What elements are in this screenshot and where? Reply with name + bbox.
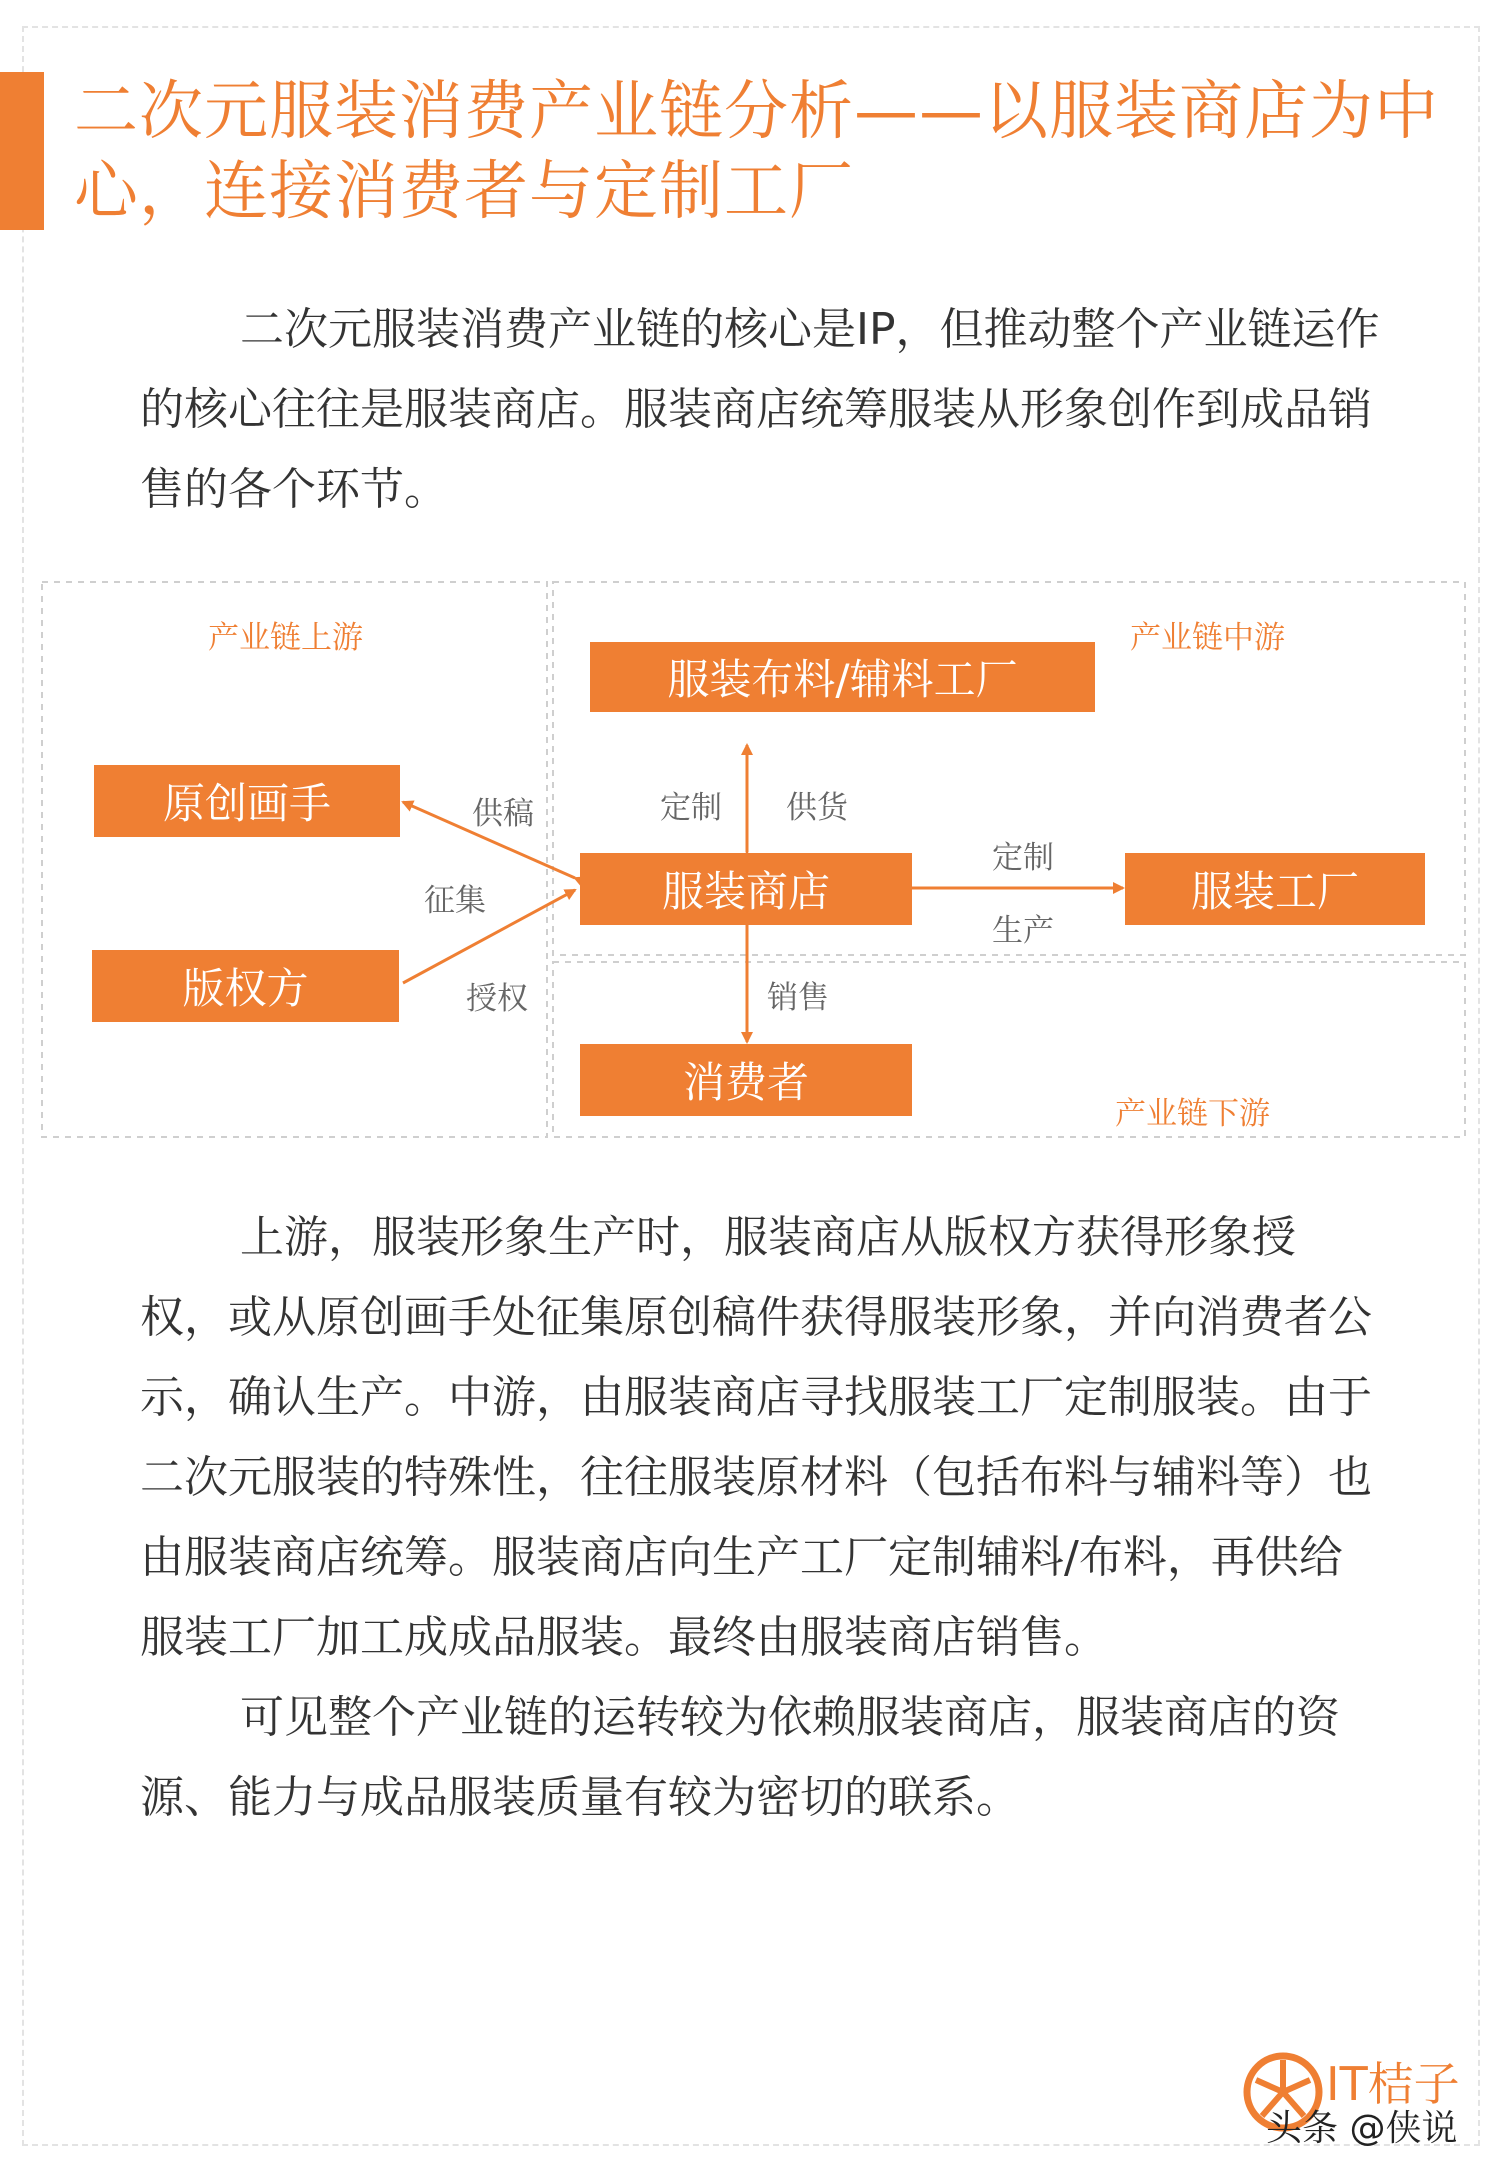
upstream-zone: [42, 582, 547, 1137]
watermark: 头条 @侠说: [1266, 2108, 1458, 2149]
edge-label-authorize: 授权: [466, 981, 528, 1017]
node-consumer: 消费者: [580, 1044, 912, 1116]
edge-label-solicit: 征集: [424, 883, 486, 919]
zone-label-midstream: 产业链中游: [1130, 620, 1285, 656]
edge-label-supply-draft: 供稿: [472, 796, 534, 832]
node-copyright-holder: 版权方: [92, 950, 399, 1022]
edge-label-produce: 生产: [992, 913, 1054, 949]
brand-name: IT桔子: [1326, 2057, 1460, 2111]
node-garment-factory: 服装工厂: [1125, 853, 1425, 925]
body-paragraph-2: 可见整个产业链的运转较为依赖服装商店，服装商店的资源、能力与成品服装质量有较为密切的联系。: [140, 1692, 1340, 1823]
node-clothing-store: 服装商店: [580, 853, 912, 925]
node-original-artist: 原创画手: [94, 765, 400, 837]
edge-label-sell: 销售: [767, 980, 829, 1016]
zone-label-upstream: 产业链上游: [208, 620, 363, 656]
body-paragraph-1: 上游，服装形象生产时，服装商店从版权方获得形象授权，或从原创画手处征集原创稿件获得服装形象，并向消费者公示，确认生产。中游，由服装商店寻找服装工厂定制服装。由于二次元服装的特殊性，往往服装原材料（包括布料与辅料等）也由服装商店统筹。服装商店向生产工厂定制辅料/布料，再供给服装工厂加工成成品服装。最终由服装商店销售。: [140, 1212, 1372, 1663]
title-accent-bar: [0, 72, 44, 230]
industry-chain-diagram: [0, 570, 1500, 1150]
page-title: 二次元服装消费产业链分析——以服装商店为中心，连接消费者与定制工厂: [74, 75, 1439, 229]
zone-label-downstream: 产业链下游: [1115, 1096, 1270, 1132]
intro-paragraph: 二次元服装消费产业链的核心是IP，但推动整个产业链运作的核心往往是服装商店。服装商店统筹服装从形象创作到成品销售的各个环节。: [140, 304, 1380, 515]
edge-label-customize-garment: 定制: [992, 840, 1054, 876]
edge-label-supply-goods: 供货: [786, 790, 848, 826]
node-fabric-factory: 服装布料/辅料工厂: [590, 642, 1095, 712]
edge-label-customize-fabric: 定制: [660, 790, 722, 826]
